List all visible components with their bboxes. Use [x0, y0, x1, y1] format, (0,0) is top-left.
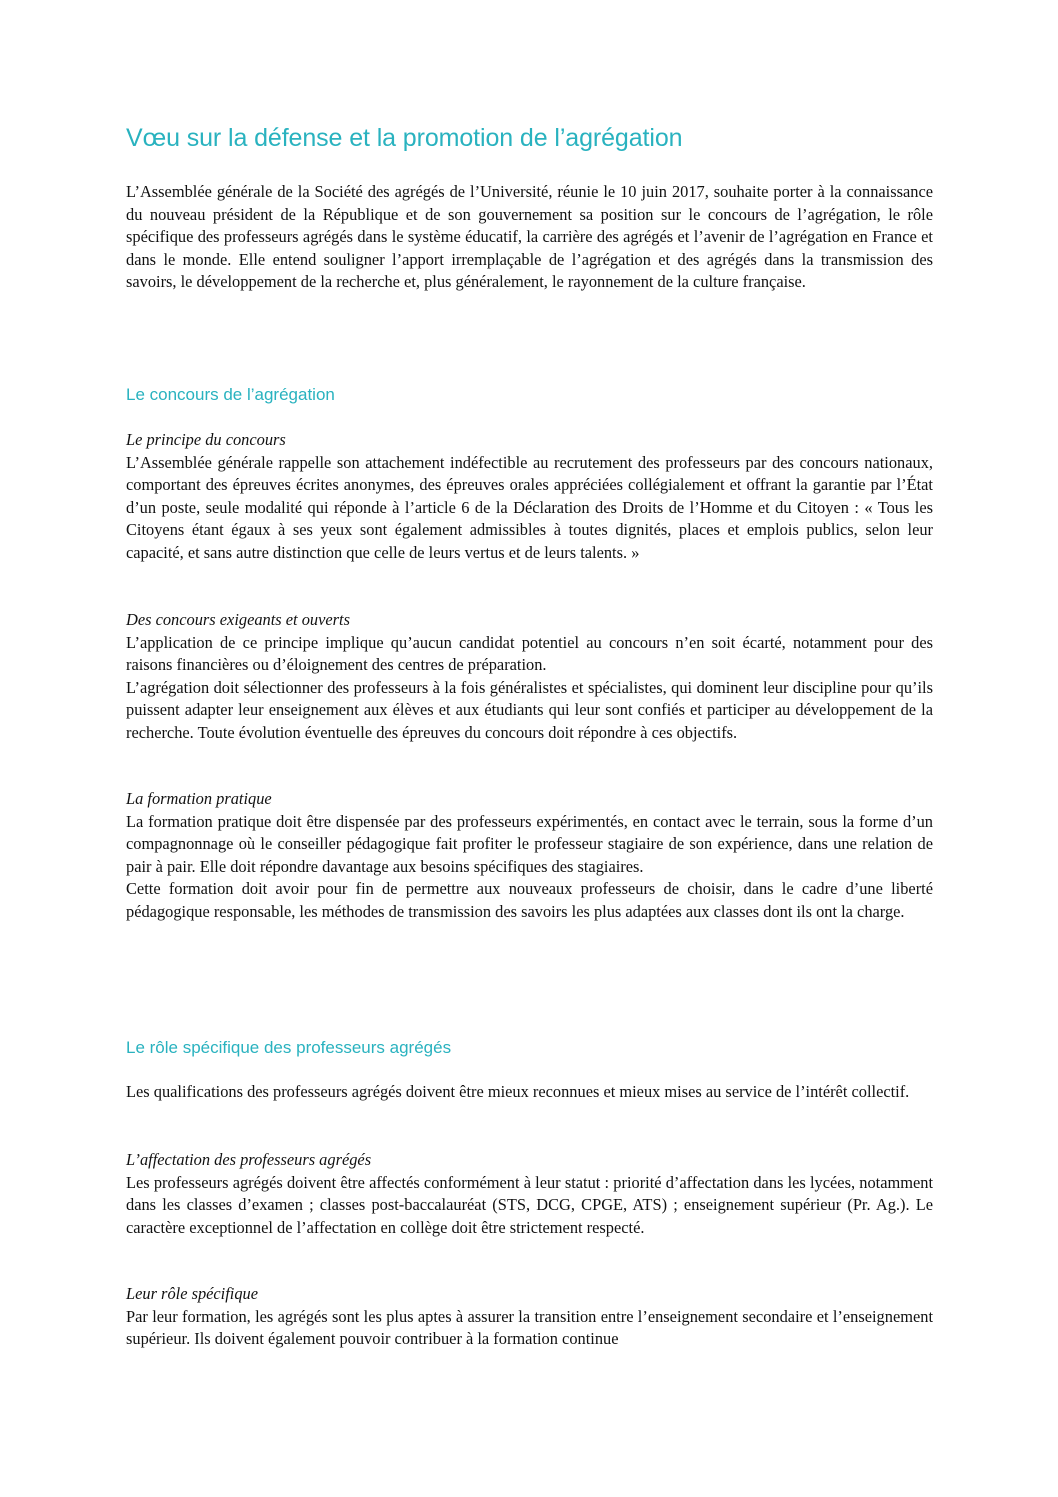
paragraph: Cette formation doit avoir pour fin de permettre aux nouveaux professeurs de choisir, dans le cadre d’une liberté pédagogique responsable, les méthodes de transmission des savoirs les plus adaptées aux classes dont ils ont la charge.	[126, 879, 933, 921]
intro-paragraph: L’Assemblée générale de la Société des agrégés de l’Université, réunie le 10 juin 2017, souhaite porter à la connaissance du nouveau président de la République et de son gouvernement sa position sur le concours de l’agrégation, le rôle spécifique des professeurs agrégés dans le système éducatif, la carrière des agrégés et l’avenir de l’agrégation en France et dans le monde. Elle entend souligner l’apport irremplaçable de l’agrégation et des agrégés dans la transmission des savoirs, le développement de la recherche et, plus généralement, le rayonnement de la culture française.	[126, 182, 933, 292]
subheading-affectation: L’affectation des professeurs agrégés	[126, 1150, 372, 1169]
section-role-intro: Les qualifications des professeurs agrégés doivent être mieux reconnues et mieux mises au service de l’intérêt collectif.	[126, 1082, 910, 1101]
section-heading-role: Le rôle spécifique des professeurs agrégés	[126, 1038, 452, 1057]
subheading-exigeants: Des concours exigeants et ouverts	[126, 610, 350, 629]
paragraph: L’agrégation doit sélectionner des professeurs à la fois généralistes et spécialistes, qui dominent leur discipline pour qu’ils puissent adapter leur enseignement aux élèves et aux étudiants qui leur sont confiés et participer au développement de la recherche. Toute évolution éventuelle des épreuves du concours doit répondre à ces objectifs.	[126, 677, 933, 742]
paragraph: Les professeurs agrégés doivent être affectés conformément à leur statut : priorité d’affectation dans les lycées, notamment dans les classes d’examen ; classes post-baccalauréat (STS, DCG, CPGE, ATS) ; enseignement supérieur (Pr. Ag.). Le caractère exceptionnel de l’affectation en collège doit être strictement respecté.	[126, 1172, 933, 1237]
subsection-exigeants	[126, 609, 933, 745]
subsection-affectation	[126, 1149, 933, 1239]
paragraph: L’Assemblée générale rappelle son attachement indéfectible au recrutement des professeurs par des concours nationaux, comportant des épreuves écrites anonymes, des épreuves orales appréciées collégialement et offrant la garantie par l’État d’un poste, seule modalité qui réponde à l’article 6 de la Déclaration des Droits de l’Homme et du Citoyen : « Tous les Citoyens étant égaux à ses yeux sont également admissibles à toutes dignités, places et emplois publics, selon leur capacité, et sans autre distinction que celle de leurs vertus et de leurs talents. »	[126, 452, 933, 562]
section-role-intro-block	[126, 1081, 933, 1104]
subheading-role-specifique: Leur rôle spécifique	[126, 1284, 259, 1303]
paragraph: Par leur formation, les agrégés sont les plus aptes à assurer la transition entre l’enseignement secondaire et l’enseignement supérieur. Ils doivent également pouvoir contribuer à la formation continue	[126, 1306, 933, 1349]
document-title: Vœu sur la défense et la promotion de l’agrégation	[126, 124, 683, 152]
subsection-role-specifique	[126, 1283, 933, 1351]
paragraph: L’application de ce principe implique qu’aucun candidat potentiel au concours n’en soit écarté, notamment pour des raisons financières ou d’éloignement des centres de préparation.	[126, 632, 933, 675]
subsection-formation	[126, 788, 933, 924]
subsection-principe	[126, 429, 933, 565]
subheading-principe: Le principe du concours	[126, 430, 286, 449]
paragraph: La formation pratique doit être dispensée par des professeurs expérimentés, en contact avec le terrain, sous la forme d’un compagnonnage où le conseiller pédagogique fait profiter le professeur stagiaire de son expérience, dans une relation de pair à pair. Elle doit répondre davantage aux besoins spécifiques des stagiaires.	[126, 811, 933, 876]
section-heading-concours: Le concours de l’agrégation	[126, 385, 335, 404]
subheading-formation: La formation pratique	[126, 789, 272, 808]
intro-paragraph-block	[126, 181, 933, 294]
